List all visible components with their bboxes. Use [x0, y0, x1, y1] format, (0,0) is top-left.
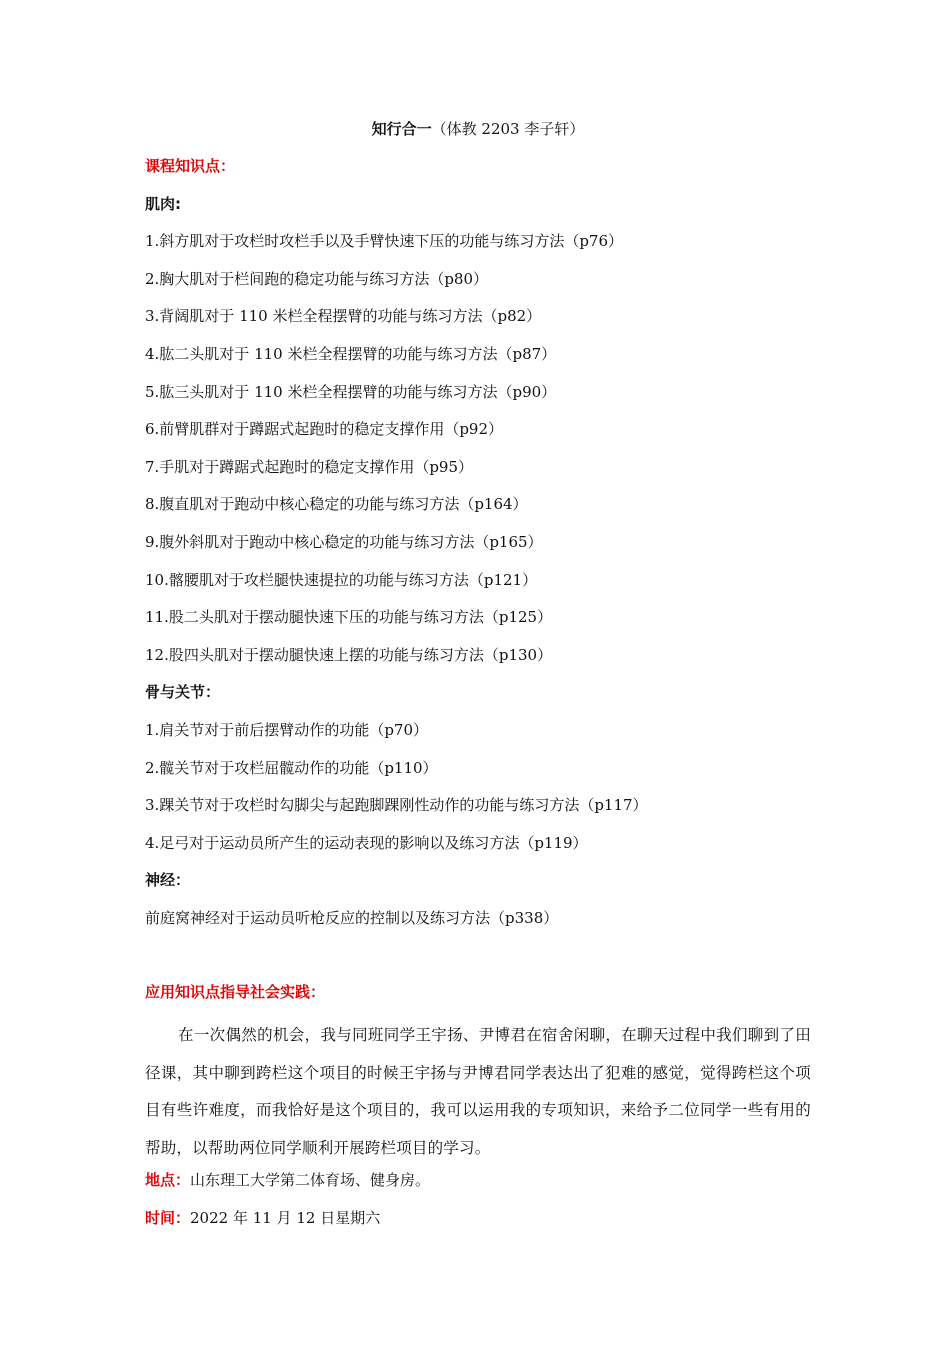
muscle-item: 9.腹外斜肌对于跑动中核心稳定的功能与练习方法（p165）: [145, 532, 543, 551]
nerves-heading: 神经：: [145, 871, 191, 890]
location-value: 山东理工大学第二体育场、健身房。: [190, 1171, 431, 1190]
practice-paragraph: 在一次偶然的机会，我与同班同学王宇扬、尹博君在宿舍闲聊，在聊天过程中我们聊到了田径课，其中聊到跨栏这个项目的时候王宇扬与尹博君同学表达出了犯难的感觉，觉得跨栏这个项目有些许难度，而我恰好是这个项目的，我可以运用我的专项知识，来给予二位同学一些有用的帮助，以帮助两位同学顺利开展跨栏项目的学习。: [145, 1026, 811, 1157]
bone-item: 2.髋关节对于攻栏屈髋动作的功能（p110）: [145, 758, 438, 777]
title-author: （体教 2203 李子轩）: [431, 120, 585, 138]
bone-item: 4.足弓对于运动员所产生的运动表现的影响以及练习方法（p119）: [145, 833, 588, 852]
location-label: 地点：: [145, 1171, 191, 1190]
muscle-item: 1.斜方肌对于攻栏时攻栏手以及手臂快速下压的功能与练习方法（p76）: [145, 232, 624, 251]
title-main: 知行合一: [371, 120, 432, 138]
muscle-item: 5.肱三头肌对于 110 米栏全程摆臂的功能与练习方法（p90）: [145, 382, 557, 401]
course-heading: 课程知识点：: [145, 157, 236, 175]
muscle-item: 7.手肌对于蹲踞式起跑时的稳定支撑作用（p95）: [145, 457, 474, 476]
spacer: [145, 942, 811, 979]
muscle-item: 6.前臂肌群对于蹲踞式起跑时的稳定支撑作用（p92）: [145, 420, 504, 439]
bone-item: 3.踝关节对于攻栏时勾脚尖与起跑脚踝刚性动作的功能与练习方法（p117）: [145, 796, 648, 815]
muscle-item: 11.股二头肌对于摆动腿快速下压的功能与练习方法（p125）: [145, 608, 553, 627]
document-title: [145, 116, 811, 142]
muscle-item: 12.股四头肌对于摆动腿快速上摆的功能与练习方法（p130）: [145, 645, 553, 664]
location-line: [145, 1167, 811, 1193]
time-value: 2022 年 11 月 12 日星期六: [190, 1209, 381, 1228]
muscle-item: 8.腹直肌对于跑动中核心稳定的功能与练习方法（p164）: [145, 495, 528, 514]
practice-heading: 应用知识点指导社会实践：: [145, 983, 326, 1002]
time-label: 时间：: [145, 1209, 191, 1228]
muscles-heading: 肌肉:: [145, 194, 181, 213]
muscle-item: 2.胸大肌对于栏间跑的稳定功能与练习方法（p80）: [145, 269, 489, 288]
bone-item: 1.肩关节对于前后摆臂动作的功能（p70）: [145, 720, 429, 739]
bones-heading: 骨与关节：: [145, 683, 221, 702]
muscle-item: 10.髂腰肌对于攻栏腿快速提拉的功能与练习方法（p121）: [145, 570, 538, 589]
nerve-item: 前庭窝神经对于运动员听枪反应的控制以及练习方法（p338）: [145, 908, 559, 927]
document-body: [145, 116, 811, 1243]
time-line: [145, 1205, 811, 1231]
muscle-item: 4.肱二头肌对于 110 米栏全程摆臂的功能与练习方法（p87）: [145, 344, 557, 363]
muscle-item: 3.背阔肌对于 110 米栏全程摆臂的功能与练习方法（p82）: [145, 307, 542, 326]
